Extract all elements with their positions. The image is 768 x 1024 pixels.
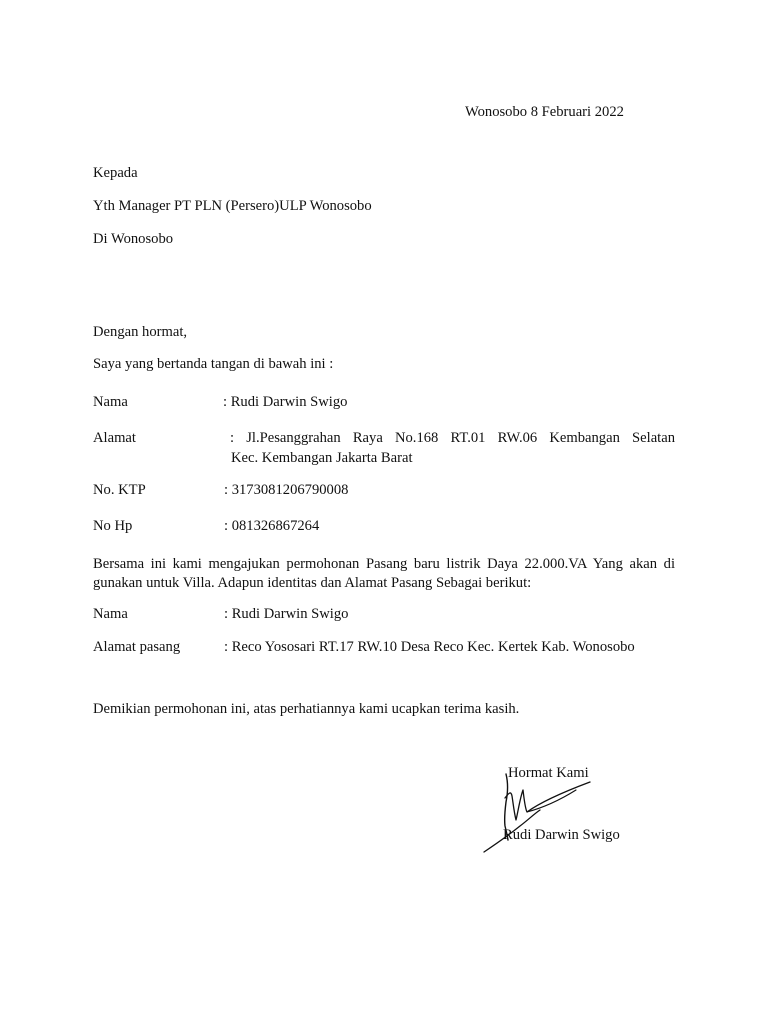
closing-text: Demikian permohonan ini, atas perhatiannya kami ucapkan terima kasih.: [93, 701, 520, 717]
applicant-name-value: : Rudi Darwin Swigo: [223, 394, 348, 410]
body-line-2: gunakan untuk Villa. Adapun identitas dan Alamat Pasang Sebagai berikut:: [93, 575, 532, 591]
date-line: Wonosobo 8 Februari 2022: [465, 104, 624, 120]
recipient-addressee: Yth Manager PT PLN (Persero)ULP Wonosobo: [93, 198, 372, 214]
installation-address-label: Alamat pasang: [93, 639, 181, 655]
recipient-to: Kepada: [93, 165, 138, 181]
body-line-1: Bersama ini kami mengajukan permohonan Pasang baru listrik Daya 22.000.VA Yang akan di: [93, 556, 675, 572]
applicant-ktp-value: : 3173081206790008: [224, 482, 349, 498]
recipient-place: Di Wonosobo: [93, 231, 174, 247]
installation-name-label: Nama: [93, 606, 128, 622]
applicant-hp-label: No Hp: [93, 518, 133, 534]
applicant-address-line1: : Jl.Pesanggrahan Raya No.168 RT.01 RW.06 Kembangan Selatan: [230, 430, 675, 446]
installation-address-value: : Reco Yososari RT.17 RW.10 Desa Reco Kec. Kertek Kab. Wonosobo: [224, 639, 635, 655]
applicant-hp-value: : 081326867264: [224, 518, 320, 534]
installation-name-value: : Rudi Darwin Swigo: [224, 606, 349, 622]
intro-text: Saya yang bertanda tangan di bawah ini :: [93, 356, 334, 372]
regards-text: Hormat Kami: [508, 765, 589, 781]
handwritten-signature: [478, 768, 608, 858]
signer-name: Rudi Darwin Swigo: [503, 827, 620, 843]
applicant-address-label: Alamat: [93, 430, 136, 446]
applicant-name-label: Nama: [93, 394, 128, 410]
applicant-address-line2: Kec. Kembangan Jakarta Barat: [231, 450, 413, 466]
greeting: Dengan hormat,: [93, 324, 188, 340]
applicant-ktp-label: No. KTP: [93, 482, 146, 498]
